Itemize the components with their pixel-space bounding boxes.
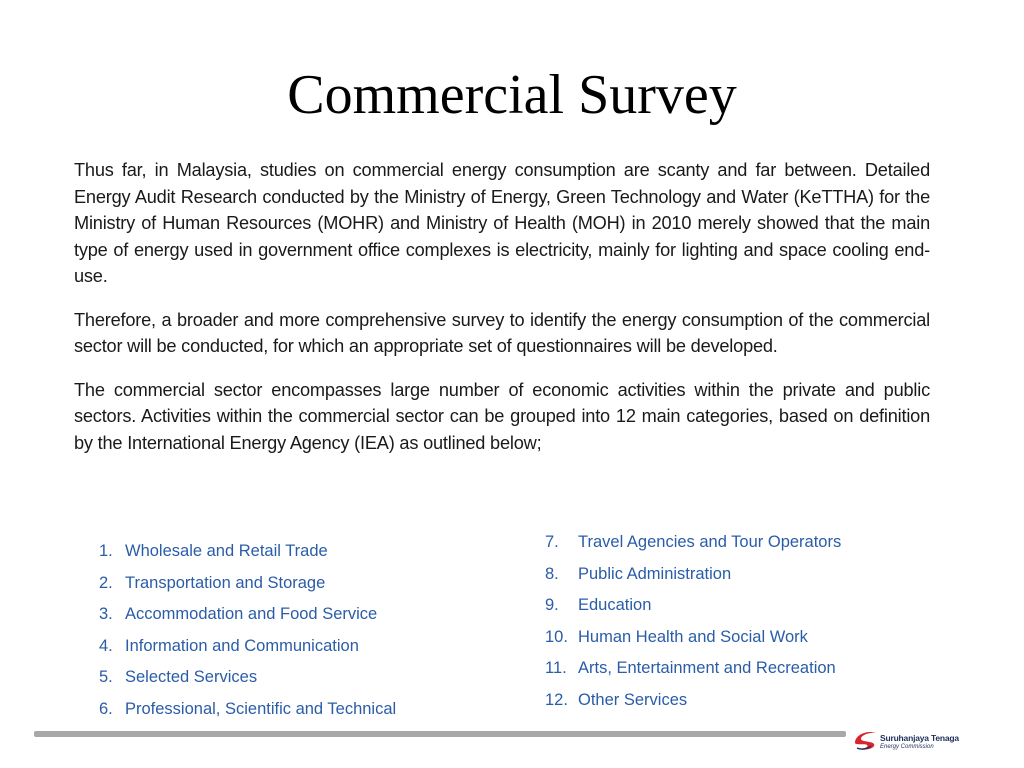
paragraph-sector: The commercial sector encompasses large number of economic activities within the private and public sectors. Activities within the commercial sector can be grouped into 12 main categories, based on definition by the International Energy Agency (IEA) as outlined below; (74, 379, 930, 453)
list-item-number: 3. (99, 605, 113, 624)
list-item-label: Education (578, 596, 652, 615)
list-item (545, 657, 841, 689)
list-item-label: Wholesale and Retail Trade (125, 542, 328, 560)
list-item-label: Travel Agencies and Tour Operators (578, 533, 842, 551)
list-item-number: 9. (545, 596, 559, 615)
list-item-number: 4. (99, 636, 113, 655)
paragraph-intro: Thus far, in Malaysia, studies on commercial energy consumption are scanty and far between. Detailed Energy Audit Research conducted by the Ministry of Energy, Green Technology and Water (KeTTHA) for the Ministry of Human Resources (MOHR) and Ministry of Health (MOH) in 2010 merely showed that the main type of energy used in government office complexes is electricity, mainly for lighting and space cooling end-use. (74, 160, 930, 286)
body-text (74, 157, 930, 473)
list-item (99, 603, 396, 635)
energy-commission-logo-icon (852, 726, 880, 752)
list-item-number: 2. (99, 573, 113, 592)
slide-title: Commercial Survey (287, 64, 737, 126)
list-item-label: Information and Communication (125, 636, 359, 655)
list-item-label: Professional, Scientific and Technical (125, 699, 397, 718)
energy-commission-logo (852, 726, 972, 756)
list-item (99, 540, 396, 572)
list-item-label: Selected Services (125, 668, 258, 687)
list-item-label: Transportation and Storage (125, 573, 326, 592)
list-item-number: 1. (99, 542, 113, 560)
list-item-number: 12. (545, 690, 568, 709)
category-list-left (99, 540, 396, 730)
paragraph-survey: Therefore, a broader and more comprehensive survey to identify the energy consumption of the commercial sector will be conducted, for which an appropriate set of questionnaires will be developed. (74, 309, 930, 356)
list-item-number: 10. (545, 627, 568, 646)
list-item (99, 572, 396, 604)
list-item-number: 5. (99, 668, 113, 687)
list-item (545, 626, 841, 658)
list-item-label: Human Health and Social Work (578, 627, 808, 646)
category-list-right (545, 531, 841, 721)
logo-name: Suruhanjaya Tenaga (880, 733, 959, 743)
list-item-label: Public Administration (578, 564, 732, 583)
list-item (99, 698, 396, 730)
list-item-label: Accommodation and Food Service (125, 605, 378, 624)
list-item (545, 689, 841, 721)
list-item-label: Other Services (578, 690, 688, 709)
list-item-number: 8. (545, 564, 559, 583)
footer-divider (34, 731, 846, 737)
list-item-number: 6. (99, 699, 113, 718)
list-item (545, 594, 841, 626)
list-item (545, 531, 841, 563)
list-item-label: Arts, Entertainment and Recreation (578, 659, 836, 678)
list-item (545, 563, 841, 595)
list-item-number: 7. (545, 533, 559, 551)
list-item (99, 666, 396, 698)
list-item (99, 635, 396, 667)
list-item-number: 11. (545, 659, 567, 678)
logo-subtitle: Energy Commission (880, 744, 934, 750)
